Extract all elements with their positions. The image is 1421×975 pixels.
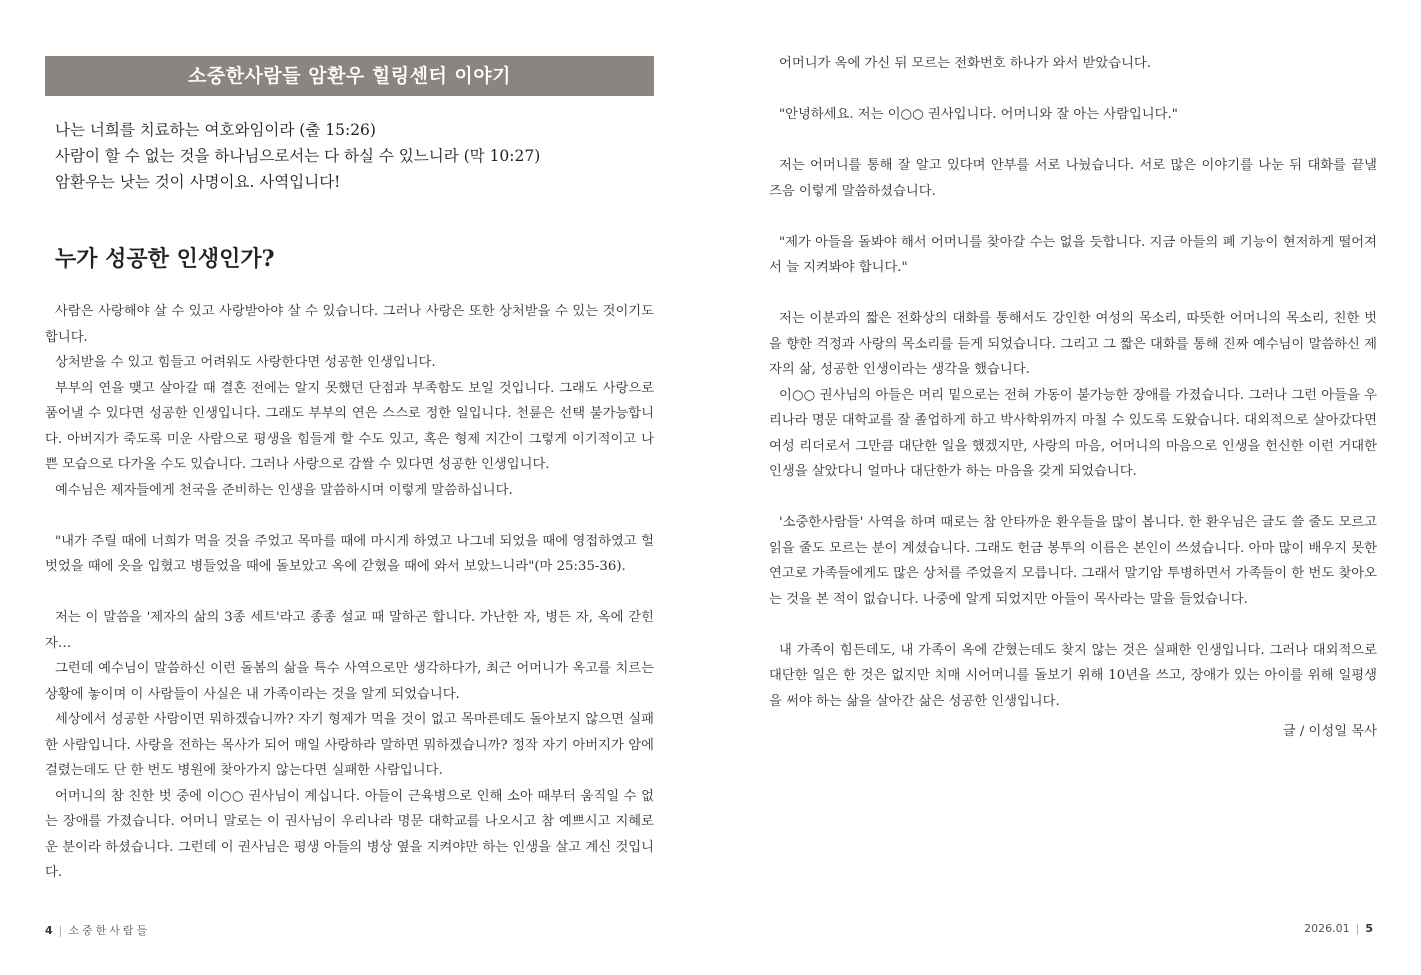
- paragraph: 저는 이분과의 짧은 전화상의 대화를 통해서도 강인한 여성의 목소리, 따뜻한 어머니의 목소리, 친한 벗을 향한 걱정과 사랑의 목소리를 듣게 되었습니다. 그리고 그 짧은 대화를 통해 진짜 예수님이 말씀하신 제자의 삶, 성공한 인생이라는 생각을 했습니다.: [769, 311, 1377, 377]
- paragraph: 그런데 예수님이 말씀하신 이런 돌봄의 삶을 특수 사역으로만 생각하다가, 최근 어머니가 옥고를 치르는 상황에 놓이며 이 사람들이 사실은 내 가족이라는 것을 알게 되었습니다.: [45, 661, 654, 702]
- page-number: 5: [1365, 922, 1373, 935]
- article-body-right: [769, 51, 1377, 745]
- paragraph: 어머니의 참 친한 벗 중에 이○○ 권사님이 계십니다. 아들이 근육병으로 인해 소아 때부터 움직일 수 없는 장애를 가졌습니다. 어머니 말로는 이 권사님이 우리나라 명문 대학교를 나오시고 참 예쁘시고 지혜로운 분이라 하셨습니다. 그런데 이 권사님은 평생 아들의 병상 옆을 지켜야만 하는 인생을 살고 계신 것입니다.: [45, 788, 654, 880]
- paragraph: 예수님은 제자들에게 천국을 준비하는 인생을 말씀하시며 이렇게 말씀하십니다.: [55, 482, 513, 498]
- paragraph: 내 가족이 힘든데도, 내 가족이 옥에 갇혔는데도 찾지 않는 것은 실패한 인생입니다. 그러나 대외적으로 대단한 일은 한 것은 없지만 치매 시어머니를 돌보기 위해 10년을 쓰고, 장애가 있는 아이를 위해 일평생을 써야 하는 삶을 살아간 삶은 성공한 인생입니다.: [769, 642, 1377, 709]
- issue-date: 2026.01: [1304, 922, 1350, 935]
- verse-line: 암환우는 낫는 것이 사명이요. 사역입니다!: [55, 173, 341, 191]
- article-title: 누가 성공한 인생인가?: [55, 246, 275, 272]
- quote: "제가 아들을 돌봐야 해서 어머니를 찾아갈 수는 없을 듯합니다. 지금 아들의 폐 기능이 현저하게 떨어져서 늘 지켜봐야 합니다.": [769, 234, 1377, 275]
- scripture-quote: "내가 주릴 때에 너희가 먹을 것을 주었고 목마를 때에 마시게 하였고 나그네 되었을 때에 영접하였고 헐벗었을 때에 옷을 입혔고 병들었을 때에 돌보았고 옥에 갇혔을 때에 와서 보았느니라"(마 25:35-36).: [45, 533, 654, 574]
- author-byline: 글 / 이성일 목사: [1282, 724, 1377, 739]
- paragraph: 저는 어머니를 통해 잘 알고 있다며 안부를 서로 나눴습니다. 서로 많은 이야기를 나눈 뒤 대화를 끝낼 즈음 이렇게 말씀하셨습니다.: [769, 158, 1377, 199]
- verse-line: 나는 너희를 치료하는 여호와임이라 (출 15:26): [55, 121, 376, 139]
- page-number: 4: [45, 924, 53, 937]
- article-body-left: [45, 299, 654, 886]
- page-footer-left: 4 | 소중한사람들: [45, 924, 151, 937]
- right-page: [710, 0, 1421, 975]
- verse-line: 사람이 할 수 없는 것을 하나님으로서는 다 하실 수 있느니라 (막 10:27): [55, 147, 541, 165]
- paragraph: 이○○ 권사님의 아들은 머리 밑으로는 전혀 가동이 불가능한 장애를 가졌습니다. 그러나 그런 아들을 우리나라 명문 대학교를 잘 졸업하게 하고 박사학위까지 마칠 수 있도록 도왔습니다. 대외적으로 살아갔다면 여성 리더로서 그만큼 대단한 일을 했겠지만, 사랑의 마음, 어머니의 마음으로 인생을 헌신한 이런 거대한 인생을 살았다니 얼마나 대단한가 하는 마음을 갖게 되었습니다.: [769, 387, 1377, 479]
- paragraph: 상처받을 수 있고 힘들고 어려워도 사랑한다면 성공한 인생입니다.: [55, 355, 436, 370]
- left-page: [0, 0, 710, 975]
- paragraph: 부부의 연을 맺고 살아갈 때 결혼 전에는 알지 못했던 단점과 부족함도 보일 것입니다. 그래도 사랑으로 품어낼 수 있다면 성공한 인생입니다. 그래도 부부의 연은 스스로 정한 일입니다. 천륜은 선택 불가능합니다. 아버지가 죽도록 미운 사람으로 평생을 힘들게 할 수도 있고, 혹은 형제 지간이 그렇게 이기적이고 나쁜 모습으로 다가올 수도 있습니다. 그러나 사랑으로 감쌀 수 있다면 성공한 인생입니다.: [45, 380, 654, 472]
- paragraph: 사람은 사랑해야 살 수 있고 사랑받아야 살 수 있습니다. 그러나 사랑은 또한 상처받을 수 있는 것이기도 합니다.: [45, 304, 654, 345]
- quote: "안녕하세요. 저는 이○○ 권사입니다. 어머니와 잘 아는 사람입니다.": [779, 107, 1178, 122]
- page-footer-right: 2026.01 | 5: [1304, 922, 1373, 935]
- paragraph: 어머니가 옥에 가신 뒤 모르는 전화번호 하나가 와서 받았습니다.: [779, 56, 1152, 71]
- section-banner: 소중한사람들 암환우 힐링센터 이야기: [45, 56, 654, 96]
- paragraph: 저는 이 말씀을 '제자의 삶의 3종 세트'라고 종종 설교 때 말하곤 합니다. 가난한 자, 병든 자, 옥에 갇힌 자…: [45, 610, 654, 651]
- paragraph: '소중한사람들' 사역을 하며 때로는 참 안타까운 환우들을 많이 봅니다. 한 환우님은 글도 쓸 줄도 모르고 읽을 줄도 모르는 분이 계셨습니다. 그래도 헌금 봉투의 이름은 본인이 쓰셨습니다. 아마 많이 배우지 못한 연고로 가족들에게도 많은 상처를 주었을지 모릅니다. 그래서 말기암 투병하면서 가족들이 한 번도 찾아오는 것을 본 적이 없습니다. 나중에 알게 되었지만 아들이 목사라는 말을 들었습니다.: [769, 515, 1377, 607]
- magazine-name: 소중한사람들: [68, 924, 151, 937]
- paragraph: 세상에서 성공한 사람이면 뭐하겠습니까? 자기 형제가 먹을 것이 없고 목마른데도 돌아보지 않으면 실패한 사람입니다. 사랑을 전하는 목사가 되어 매일 사랑하라 말하면 뭐하겠습니까? 정작 자기 아버지가 암에 걸렸는데도 단 한 번도 병원에 찾아가지 않는다면 실패한 사람입니다.: [45, 712, 654, 778]
- scripture-verses: [55, 117, 655, 195]
